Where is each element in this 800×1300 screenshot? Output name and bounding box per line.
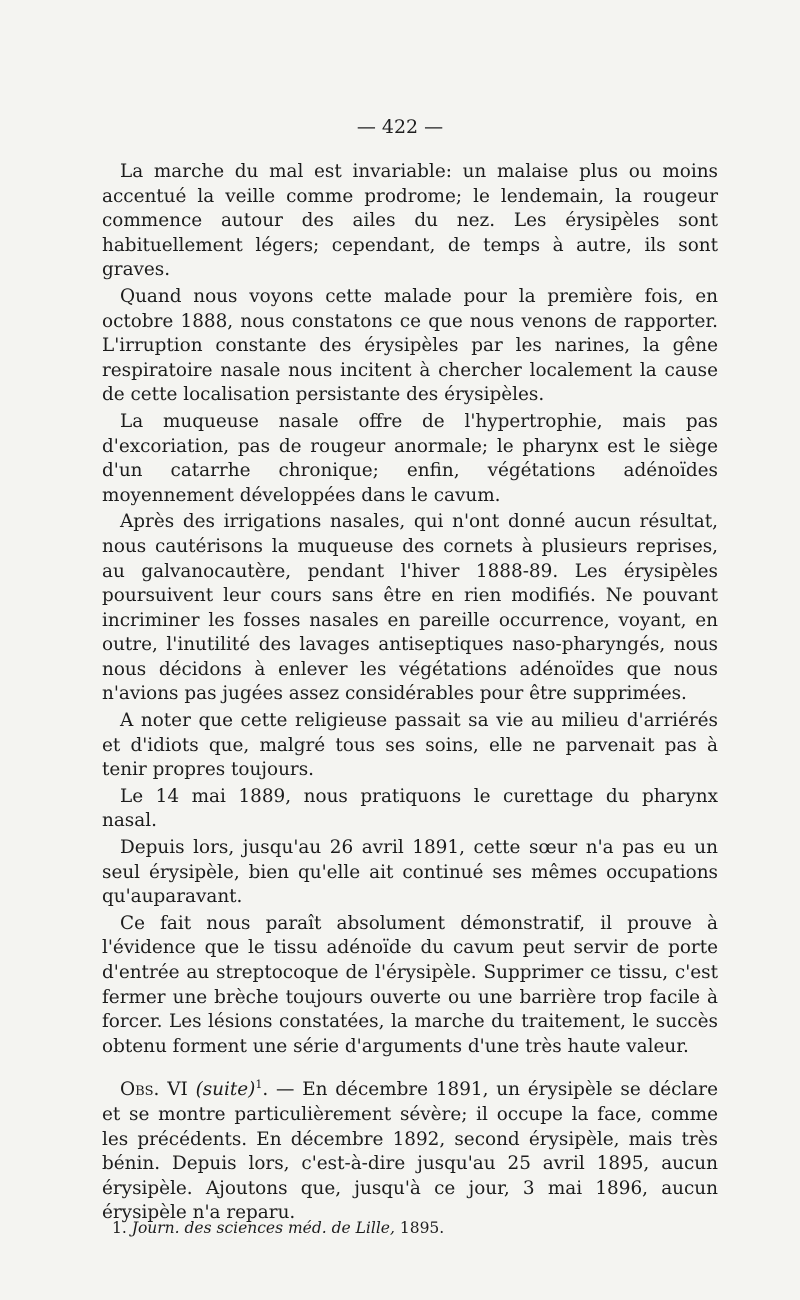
- observation-paragraph: [102, 1073, 718, 1226]
- paragraph-5: A noter que cette religieuse passait sa vie au milieu d'arriérés et d'idiots que, malgré tous ses soins, elle ne parvenait pas à tenir propres toujours.: [102, 710, 718, 781]
- paragraph-4: Après des irrigations nasales, qui n'ont donné aucun résultat, nous cautérisons la muqueuse des cornets à plusieurs reprises, au galvanocautère, pendant l'hiver 1888-89. Les érysipèles poursuivent leur cours sans être en rien modifiés. Ne pouvant incriminer les fosses nasales en pareille occurrence, voyant, en outre, l'inutilité des lavages antiseptiques naso-pharyngés, nous nous décidons à enlever les végétations adénoïdes que nous n'avions pas jugées assez considérables pour être supprimées.: [102, 511, 718, 705]
- footnote-source: Journ. des sciences méd. de Lille,: [131, 1219, 395, 1237]
- page-number: — 422 —: [356, 116, 444, 138]
- obs-text: . — En décembre 1891, un érysipèle se déclare et se montre particulièrement sévère; il occupe la face, comme les précédents. En décembre 1892, second érysipèle, mais très bénin. Depuis lors, c'est-à-dire jusqu'au 25 avril 1895, aucun érysipèle. Ajoutons que, jusqu'à ce jour, 3 mai 1896, aucun érysipèle n'a reparu.: [102, 1079, 718, 1224]
- footnote-ref: 1: [255, 1078, 263, 1092]
- footnote-number: 1.: [112, 1219, 127, 1237]
- paragraph-2: Quand nous voyons cette malade pour la première fois, en octobre 1888, nous constatons ce que nous venons de rapporter. L'irruption constante des érysipèles par les narines, la gêne respiratoire nasale nous incitent à chercher localement la cause de cette localisation persistante des érysipèles.: [102, 285, 718, 406]
- paragraph-7: Depuis lors, jusqu'au 26 avril 1891, cette sœur n'a pas eu un seul érysipèle, bien qu'elle ait continué ses mêmes occupations qu'auparavant.: [102, 837, 718, 908]
- body-text: [102, 160, 718, 1228]
- footnote-year: 1895.: [399, 1219, 445, 1237]
- paragraph-6: Le 14 mai 1889, nous pratiquons le curettage du pharynx nasal.: [102, 785, 718, 832]
- obs-suite: (suite): [195, 1079, 256, 1101]
- obs-label: Obs. VI: [120, 1079, 188, 1101]
- paragraph-3: La muqueuse nasale offre de l'hypertrophie, mais pas d'excoriation, pas de rougeur anormale; le pharynx est le siège d'un catarrhe chronique; enfin, végétations adénoïdes moyennement développées dans le cavum.: [102, 410, 718, 506]
- footnote: [112, 1219, 672, 1237]
- paragraph-1: La marche du mal est invariable: un malaise plus ou moins accentué la veille comme prodrome; le lendemain, la rougeur commence autour des ailes du nez. Les érysipèles sont habituellement légers; cependant, de temps à autre, ils sont graves.: [102, 161, 718, 281]
- paragraph-8: Ce fait nous paraît absolument démonstratif, il prouve à l'évidence que le tissu adénoïde du cavum peut servir de porte d'entrée au streptocoque de l'érysipèle. Supprimer ce tissu, c'est fermer une brèche toujours ouverte ou une barrière trop facile à forcer. Les lésions constatées, la marche du traitement, le succès obtenu forment une série d'arguments d'une très haute valeur.: [102, 912, 718, 1057]
